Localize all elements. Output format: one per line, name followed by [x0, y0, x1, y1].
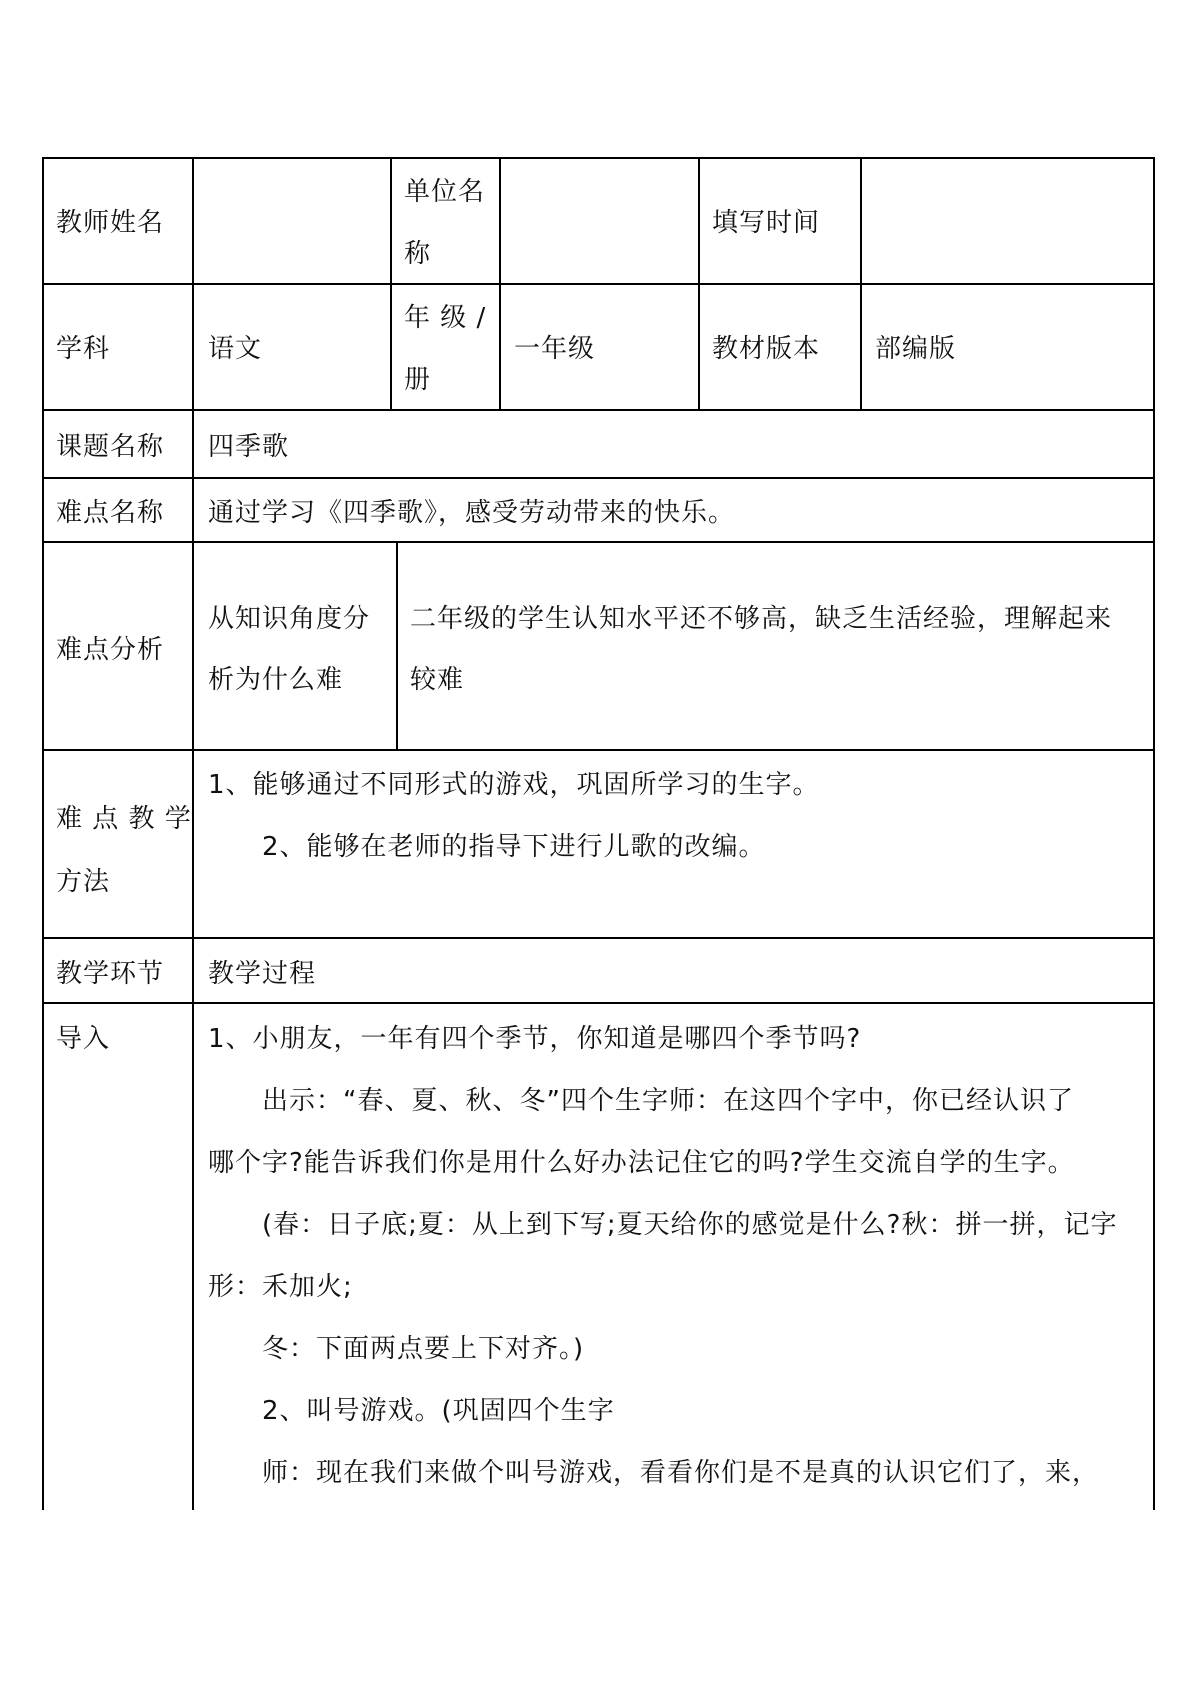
difficulty-value: 通过学习《四季歌》，感受劳动带来的快乐。	[208, 498, 736, 528]
analysis-subheading-cont: 析为什么难	[208, 665, 344, 695]
unit-name-label-cont: 称	[404, 239, 432, 269]
method-label: 难 点 教 学	[56, 804, 192, 834]
topic-value: 四季歌	[208, 432, 290, 462]
fill-time-label: 填写时间	[712, 208, 821, 238]
textbook-label: 教材版本	[712, 334, 821, 364]
column-divider	[390, 157, 392, 411]
difficulty-label: 难点名称	[56, 498, 165, 528]
analysis-label: 难点分析	[56, 635, 165, 665]
row-divider	[42, 409, 1155, 411]
process-line: 冬：下面两点要上下对齐。)	[262, 1334, 585, 1364]
analysis-text: 二年级的学生认知水平还不够高，缺乏生活经验，理解起来	[410, 604, 1113, 634]
grade-label-cont: 册	[404, 365, 432, 395]
process-line: 1、小朋友，一年有四个季节，你知道是哪四个季节吗?	[208, 1024, 862, 1054]
method-label-cont: 方法	[56, 867, 111, 897]
subject-value: 语文	[208, 334, 263, 364]
method-item: 2、能够在老师的指导下进行儿歌的改编。	[262, 832, 766, 862]
row-divider	[42, 937, 1155, 939]
process-line: (春：日子底;夏：从上到下写;夏天给你的感觉是什么?秋：拼一拼，记字	[262, 1210, 1118, 1240]
subject-label: 学科	[56, 334, 111, 364]
analysis-text-cont: 较难	[410, 665, 465, 695]
textbook-value: 部编版	[875, 334, 957, 364]
row-divider	[42, 477, 1155, 479]
topic-label: 课题名称	[56, 432, 165, 462]
column-divider	[698, 157, 700, 411]
row-divider	[42, 541, 1155, 543]
analysis-subheading: 从知识角度分	[208, 604, 371, 634]
grade-label: 年 级 /	[404, 303, 487, 333]
stage-header: 教学环节	[56, 959, 165, 989]
intro-label: 导入	[56, 1024, 111, 1054]
unit-name-label: 单位名	[404, 177, 486, 207]
process-line: 出示：“春、夏、秋、冬”四个生字师：在这四个字中，你已经认识了	[262, 1086, 1074, 1116]
row-divider	[42, 1002, 1155, 1004]
process-line: 2、叫号游戏。(巩固四个生字	[262, 1396, 615, 1426]
process-line: 形：禾加火;	[208, 1272, 353, 1302]
column-divider	[499, 157, 501, 411]
teacher-name-label: 教师姓名	[56, 208, 165, 238]
column-divider	[860, 157, 862, 411]
process-header: 教学过程	[208, 959, 317, 989]
method-item: 1、能够通过不同形式的游戏，巩固所学习的生字。	[208, 770, 820, 800]
row-divider	[42, 283, 1155, 285]
grade-value: 一年级	[514, 334, 596, 364]
row-divider	[42, 749, 1155, 751]
process-line: 师：现在我们来做个叫号游戏，看看你们是不是真的认识它们了，来，	[262, 1458, 1100, 1488]
column-divider	[192, 157, 194, 1510]
column-divider	[396, 541, 398, 751]
process-line: 哪个字?能告诉我们你是用什么好办法记住它的吗?学生交流自学的生字。	[208, 1148, 1075, 1178]
